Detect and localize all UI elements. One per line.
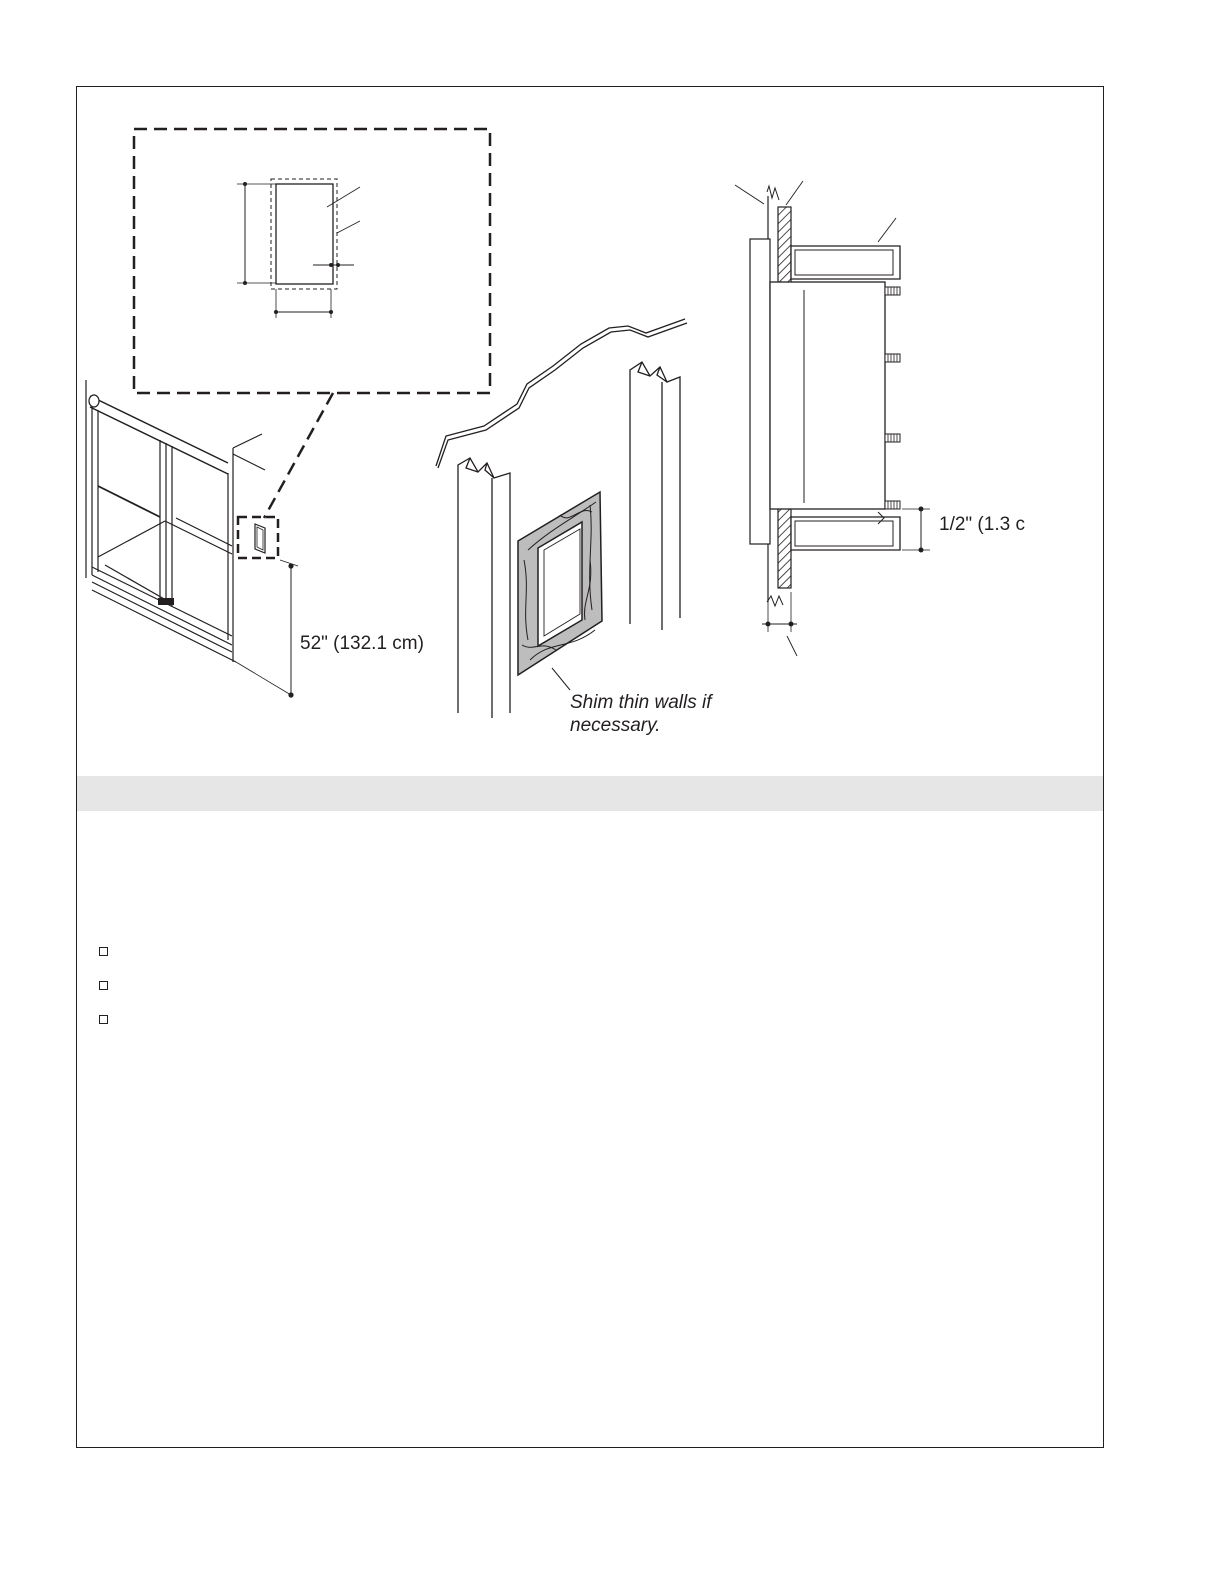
shower-enclosure-drawing xyxy=(86,380,298,697)
checklist-item xyxy=(99,945,108,979)
shim-note-line-2: necessary. xyxy=(570,715,661,736)
checklist-item xyxy=(99,1013,108,1047)
section-header-band xyxy=(77,776,1103,811)
wood-shim-frame xyxy=(518,492,602,690)
height-dimension-label: 52" (132.1 cm) xyxy=(300,633,424,654)
gap-dimension-label: 1/2" (1.3 c xyxy=(939,514,1025,535)
checklist xyxy=(99,945,108,1047)
shim-note-line-1: Shim thin walls if xyxy=(570,692,712,713)
checkbox-icon[interactable] xyxy=(99,1015,108,1024)
detail-inset xyxy=(134,129,490,393)
checklist-item xyxy=(99,979,108,1013)
checkbox-icon[interactable] xyxy=(99,981,108,990)
callout-line xyxy=(264,393,333,518)
cross-section-drawing xyxy=(735,181,930,656)
checkbox-icon[interactable] xyxy=(99,947,108,956)
